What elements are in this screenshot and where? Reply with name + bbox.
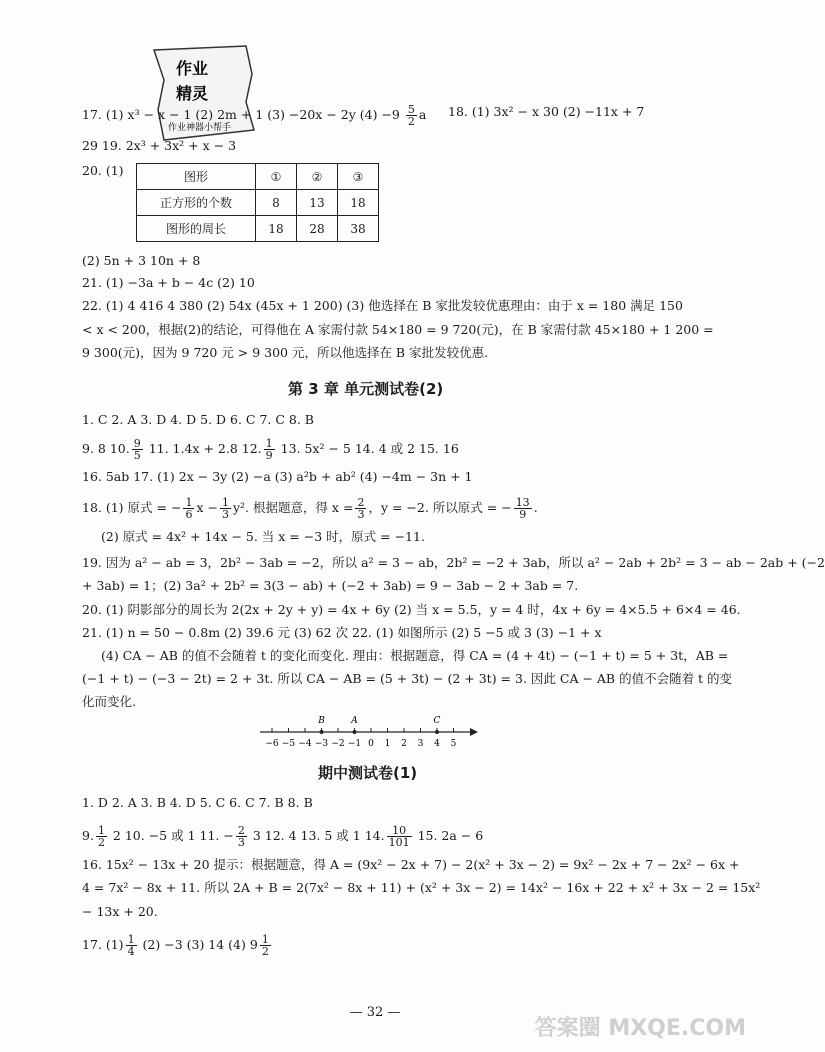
number-line-tick-label: 0: [368, 739, 374, 749]
stamp-logo: [150, 44, 260, 144]
number-line-point: [320, 730, 324, 734]
number-line-tick-label: 4: [434, 739, 440, 749]
answer-21: 21. (1) −3a + b − 4c (2) 10: [82, 275, 255, 290]
table-row: 图形的周长 18 28 38: [137, 216, 379, 242]
page-number: — 32 —: [349, 1005, 401, 1020]
s1-answer-16-17: 16. 5ab 17. (1) 2x − 3y (2) −a (3) a²b + ab² (4) −4m − 3n + 1: [82, 469, 473, 484]
answer-20-2: (2) 5n + 3 10n + 8: [82, 253, 201, 268]
s2-answer-17: 17. (1) $\frac{1}{4}$ (2) −3 (3) 14 (4) 9 $\frac{1}{2}$: [82, 933, 269, 958]
s2-answer-16-b: 4 = 7x² − 8x + 11. 所以 2A + B = 2(7x² − 8x + 11) + (x² + 3x − 2) = 14x² − 16x + 22 + x² + 3x − 2 = 15x²: [82, 880, 761, 895]
s1-answer-19-a: 19. 因为 a² − ab = 3，2b² − 3ab = −2，所以 a² = 3 − ab，2b² = −2 + 3ab，所以 a² − 2ab + 2b² = 3 − ab − 2ab + (−2: [82, 555, 825, 570]
s1-answer-21-b: (4) CA − AB 的值不会随着 t 的变化而变化. 理由：根据题意，得 CA = (4 + 4t) − (−1 + t) = 5 + 3t，AB =: [101, 648, 729, 663]
s1-answer-21-a: 21. (1) n = 50 − 0.8m (2) 39.6 元 (3) 62 次 22. (1) 如图所示 (2) 5 −5 或 3 (3) −1 + x: [82, 625, 602, 640]
table-header: 图形: [137, 164, 256, 190]
number-line-tick-label: 5: [450, 739, 457, 749]
s1-answer-18: 18. (1) 原式 = − $\frac{1}{6}$ x − $\frac{1}{3}$ y². 根据题意，得 x = $\frac{2}{3}$ ，y = −2. 所以原式 = − $\frac{13}{9}$ .: [82, 496, 538, 521]
table-row: 图形 ① ② ③: [137, 164, 379, 190]
svg-text:精灵: 精灵: [176, 84, 209, 103]
section-title-ch3: 第 3 章 单元测试卷(2): [288, 380, 444, 398]
answer-table: [136, 163, 379, 242]
number-line-tick-label: 3: [417, 739, 424, 749]
svg-text:作业神器小帮手: 作业神器小帮手: [168, 123, 232, 133]
number-line-tick-label: −1: [347, 739, 362, 749]
answer-22-b: < x < 200，根据(2)的结论，可得他在 A 家需付款 54×180 = 9 720(元)，在 B 家需付款 45×180 + 1 200 =: [82, 322, 714, 337]
number-line-point-label: A: [351, 716, 358, 726]
s1-answer-1-8: 1. C 2. A 3. D 4. D 5. D 6. C 7. C 8. B: [82, 412, 314, 427]
s1-answer-18-2: (2) 原式 = 4x² + 14x − 5. 当 x = −3 时，原式 = −11.: [101, 529, 425, 544]
number-line-tick-label: 1: [384, 739, 391, 749]
number-line-point: [353, 730, 357, 734]
answer-18: 18. (1) 3x² − x 30 (2) −11x + 7: [448, 104, 645, 119]
watermark-logo: 答案圈 MXQE.COM: [534, 1016, 746, 1041]
answer-22-a: 22. (1) 4 416 4 380 (2) 54x (45x + 1 200) (3) 他选择在 B 家批发较优惠理由：由于 x = 180 满足 150: [82, 298, 683, 313]
s1-answer-21-c: (−1 + t) − (−3 − 2t) = 2 + 3t. 所以 CA − AB = (5 + 3t) − (2 + 3t) = 3. 因此 CA − AB 的值不会随着 t 的变: [82, 671, 733, 686]
table-row: 正方形的个数 8 13 18: [137, 190, 379, 216]
s1-answer-9-15: 9. 8 10. $\frac{9}{5}$ 11. 1.4x + 2.8 12. $\frac{1}{9}$ 13. 5x² − 5 14. 4 或 2 15. 16: [82, 437, 459, 462]
number-line-tick-label: −4: [298, 739, 312, 749]
s2-answer-9-15: 9. $\frac{1}{2}$ 2 10. −5 或 1 11. − $\frac{2}{3}$ 3 12. 4 13. 5 或 1 14. $\frac{10}{101}$ 15. 2a − 6: [82, 824, 484, 849]
s2-answer-16-c: − 13x + 20.: [82, 904, 158, 919]
answer-20-label: 20. (1): [82, 163, 124, 178]
answer-17: 17. (1) x³ − x − 1 (2) 2m + 1 (3) −20x − 2y (4) −9 $\frac{5}{2}$ a: [82, 103, 427, 128]
number-line-point-label: B: [318, 716, 325, 726]
number-line-tick-label: −3: [314, 739, 329, 749]
number-line-tick-label: −5: [281, 739, 296, 749]
svg-text:作业: 作业: [176, 59, 209, 78]
number-line-tick-label: −6: [265, 739, 279, 749]
number-line-tick-label: −2: [331, 739, 345, 749]
s1-answer-21-d: 化而变化.: [82, 694, 136, 709]
answer-19: 29 19. 2x³ + 3x² + x − 3: [82, 138, 237, 153]
s1-answer-19-b: + 3ab) = 1；(2) 3a² + 2b² = 3(3 − ab) + (−2 + 3ab) = 9 − 3ab − 2 + 3ab = 7.: [82, 578, 579, 593]
s2-answer-16-a: 16. 15x² − 13x + 20 提示：根据题意，得 A = (9x² − 2x + 7) − 2(x² + 3x − 2) = 9x² − 2x + 7 − 2x² − 6x +: [82, 857, 740, 872]
number-line-tick-label: 2: [401, 739, 407, 749]
s2-answer-1-8: 1. D 2. A 3. B 4. D 5. C 6. C 7. B 8. B: [82, 795, 313, 810]
answer-22-c: 9 300(元)，因为 9 720 元 > 9 300 元，所以他选择在 B 家批发较优惠.: [82, 345, 489, 360]
number-line-point: [435, 730, 439, 734]
section-title-midterm: 期中测试卷(1): [318, 764, 418, 782]
s1-answer-20: 20. (1) 阴影部分的周长为 2(2x + 2y + y) = 4x + 6y (2) 当 x = 5.5，y = 4 时，4x + 6y = 4×5.5 + 6×4 = 46.: [82, 602, 741, 617]
number-line: [258, 712, 480, 752]
number-line-point-label: C: [433, 716, 441, 726]
